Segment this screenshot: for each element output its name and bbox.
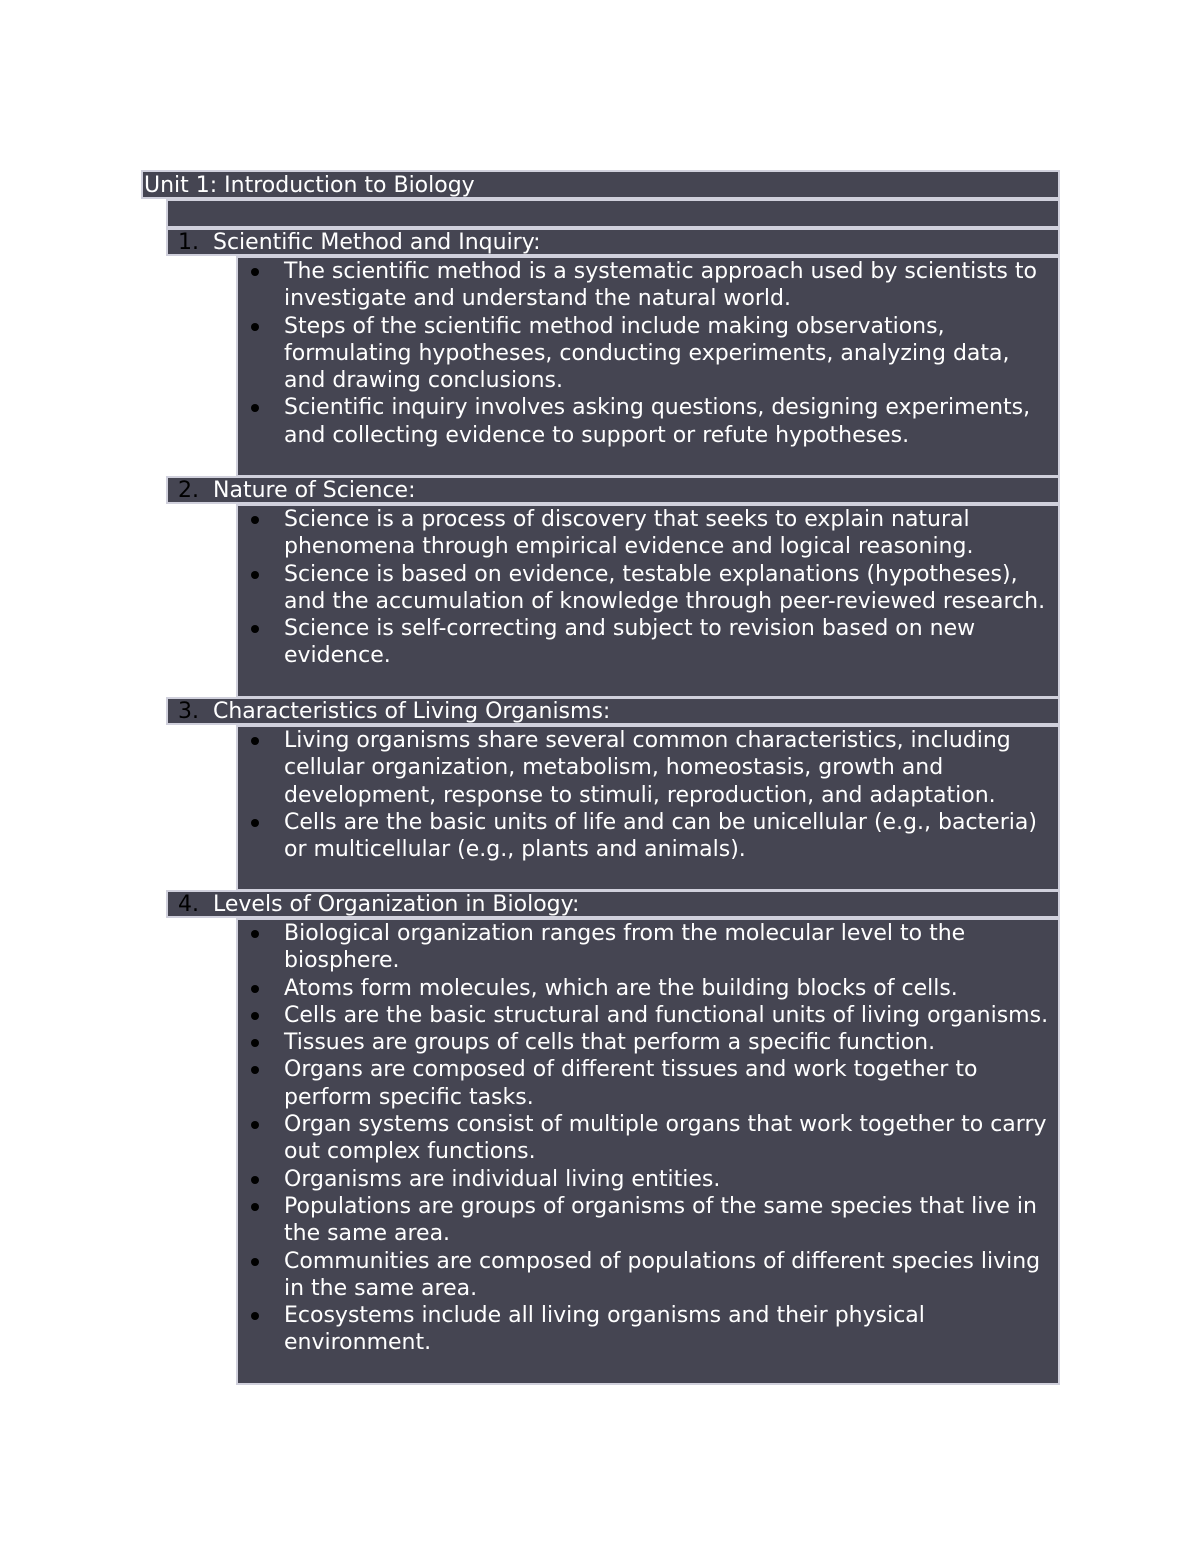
bullet-icon [251,1312,259,1320]
list-item: Communities are composed of populations of different species living in the same area. [238,1248,1058,1303]
list-item: Organisms are individual living entities. [238,1166,1058,1193]
empty-row [166,199,1060,228]
bullet-icon [251,404,259,412]
bullet-icon [251,985,259,993]
section-number: 3. [178,699,199,724]
section-bullets-2 [236,504,1060,698]
bullet-icon [251,1066,259,1074]
bullet-icon [251,1203,259,1211]
bullet-icon [251,268,259,276]
section-bullets-1 [236,256,1060,477]
section-bullets-4 [236,918,1060,1385]
list-item: Science is self-correcting and subject to revision based on new evidence. [238,615,1058,670]
bullet-icon [251,930,259,938]
list-item: Atoms form molecules, which are the building blocks of cells. [238,975,1058,1002]
section-heading-text: Characteristics of Living Organisms: [213,699,611,724]
list-item: Steps of the scientific method include making observations, formulating hypotheses, conducting experiments, analyzing data, and drawing conclusions. [238,313,1058,395]
section-heading-2 [166,476,1060,504]
list-item: Living organisms share several common characteristics, including cellular organization, metabolism, homeostasis, growth and development, response to stimuli, reproduction, and adaptation. [238,727,1058,809]
document-title-text: Unit 1: Introduction to Biology [144,173,475,198]
section-heading-1 [166,228,1060,256]
list-item: Biological organization ranges from the molecular level to the biosphere. [238,920,1058,975]
bullet-icon [251,819,259,827]
list-item: Organs are composed of different tissues and work together to perform specific tasks. [238,1056,1058,1111]
section-heading-4 [166,890,1060,918]
section-bullets-3 [236,725,1060,891]
bullet-icon [251,1121,259,1129]
section-heading-text: Scientific Method and Inquiry: [213,230,541,255]
document-title [141,170,1060,199]
bullet-icon [251,571,259,579]
bullet-icon [251,516,259,524]
bullet-icon [251,323,259,331]
list-item: Science is based on evidence, testable explanations (hypotheses), and the accumulation of knowledge through peer-reviewed research. [238,561,1058,616]
bullet-icon [251,1039,259,1047]
list-item: The scientific method is a systematic approach used by scientists to investigate and understand the natural world. [238,258,1058,313]
bullet-icon [251,1012,259,1020]
list-item: Organ systems consist of multiple organs that work together to carry out complex functions. [238,1111,1058,1166]
section-number: 4. [178,892,199,917]
section-number: 1. [178,230,199,255]
bullet-icon [251,1258,259,1266]
list-item: Cells are the basic units of life and can be unicellular (e.g., bacteria) or multicellular (e.g., plants and animals). [238,809,1058,864]
list-item: Tissues are groups of cells that perform a specific function. [238,1029,1058,1056]
list-item: Science is a process of discovery that seeks to explain natural phenomena through empirical evidence and logical reasoning. [238,506,1058,561]
list-item: Scientific inquiry involves asking questions, designing experiments, and collecting evidence to support or refute hypotheses. [238,394,1058,449]
section-heading-text: Nature of Science: [213,478,416,503]
bullet-icon [251,737,259,745]
section-number: 2. [178,478,199,503]
bullet-icon [251,1176,259,1184]
list-item: Ecosystems include all living organisms and their physical environment. [238,1302,1058,1357]
list-item: Cells are the basic structural and functional units of living organisms. [238,1002,1058,1029]
list-item: Populations are groups of organisms of the same species that live in the same area. [238,1193,1058,1248]
section-heading-3 [166,697,1060,725]
bullet-icon [251,625,259,633]
section-heading-text: Levels of Organization in Biology: [213,892,580,917]
